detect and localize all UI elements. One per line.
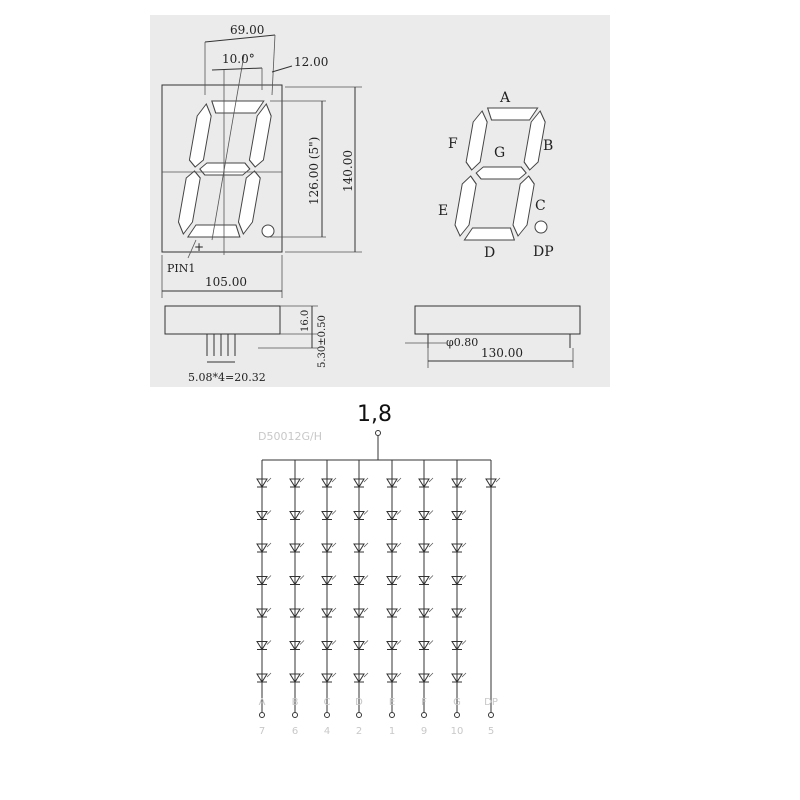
channel-name: E [388,697,396,708]
label-seg-d [464,228,516,240]
led-diode [290,478,304,487]
led-diode [452,511,466,520]
seg-label-a: A [500,90,511,106]
led-diode [290,511,304,520]
channel-pin: 9 [420,726,428,737]
led-diode [257,641,271,650]
led-diode [387,673,401,682]
led-diode [452,478,466,487]
led-diode [322,478,336,487]
led-diode [290,543,304,552]
led-diode [322,543,336,552]
led-diode [354,608,368,617]
led-diode [387,608,401,617]
led-schematic [257,402,500,737]
seg-label-d: D [484,245,496,261]
dim-ext-line [272,35,275,95]
led-diode [452,673,466,682]
seg-label-dp: DP [533,244,554,260]
led-diode [354,641,368,650]
front-seg-d [188,225,242,237]
led-diode [290,641,304,650]
led-diode [354,511,368,520]
side-body-2 [415,306,580,334]
led-diode [387,511,401,520]
channel-terminal [489,713,494,718]
channel-pin: 4 [323,726,331,737]
label-dp-dot [535,221,547,233]
led-diode [257,478,271,487]
dim-digit-height: 126.00 (5") [307,136,321,205]
channel-name: C [323,697,331,708]
pin1-plus: + [194,240,205,254]
led-diode [387,543,401,552]
channel-name: F [421,697,427,708]
front-seg-a [210,101,264,113]
led-diode [354,478,368,487]
led-diode [322,641,336,650]
channel-terminal [455,713,460,718]
channel-pin: 1 [388,726,396,737]
led-diode [419,641,433,650]
channel-pin: 5 [487,726,495,737]
dim-seg-width-leader [272,66,292,72]
led-diode [322,511,336,520]
led-diode [354,576,368,585]
segment-label-view [438,90,554,261]
channel-name: A [258,697,266,708]
led-diode [257,673,271,682]
led-diode [290,608,304,617]
channel-pin: 2 [355,726,363,737]
label-seg-g [475,167,527,179]
led-diode [322,576,336,585]
channel-pin: 6 [291,726,299,737]
led-diode [486,478,500,487]
slant-line [212,55,244,240]
seg-label-b: B [543,138,554,154]
common-pin-label: 1,8 [357,402,392,427]
label-seg-f [465,111,489,170]
dim-side-height: 16.0 [300,309,311,332]
front-seg-c [236,171,261,234]
side-body [165,306,280,334]
dim-angle-line [212,68,262,70]
pin-group [207,334,235,356]
led-diode [419,543,433,552]
channel-terminal [390,713,395,718]
led-diode [354,543,368,552]
part-number: D50012G/H [258,430,322,443]
led-diode [354,673,368,682]
led-diode [257,608,271,617]
dim-body-width: 105.00 [205,275,247,289]
led-diode [387,576,401,585]
label-seg-c [511,176,536,236]
led-diode [387,641,401,650]
dim-pin-diameter: φ0.80 [446,336,479,349]
channel-name: DP [484,697,498,708]
common-terminal [376,431,381,436]
channel-name: D [355,697,363,708]
led-diode [257,543,271,552]
dim-angle: 10.0° [222,52,255,66]
pin1-label: PIN1 [167,262,196,275]
led-diode [419,673,433,682]
led-diode [322,673,336,682]
channel-terminal [325,713,330,718]
dim-side-length: 130.00 [481,346,523,360]
front-dp-dot [262,225,274,237]
label-digit [452,108,547,240]
label-seg-a [486,108,538,120]
front-digit [176,101,274,237]
seg-label-e: E [438,203,449,219]
dim-segment-width: 12.00 [294,55,329,69]
channel-terminal [357,713,362,718]
dim-width-top: 69.00 [230,23,265,37]
front-view [162,23,362,298]
channel-terminal [293,713,298,718]
seg-label-c: C [535,198,546,214]
led-diode [452,576,466,585]
led-diode [290,576,304,585]
label-seg-e [453,176,478,236]
dim-total-height: 140.00 [341,150,355,192]
dim-pin-pitch: 5.08*4=20.32 [188,371,266,384]
led-diode [322,608,336,617]
led-diode [257,511,271,520]
led-diode [419,576,433,585]
led-diode [290,673,304,682]
led-diode [452,608,466,617]
channel-name: G [453,697,461,708]
seg-label-f: F [448,136,458,152]
side-view-length [405,306,580,368]
led-diode [419,511,433,520]
led-diode [452,641,466,650]
channel-terminal [260,713,265,718]
led-diode [387,478,401,487]
led-diode [419,478,433,487]
seg-label-g: G [494,145,506,161]
side-view-pins [165,306,328,384]
led-diode [257,576,271,585]
front-seg-f [188,104,213,167]
channel-pin: 7 [258,726,266,737]
led-diode [452,543,466,552]
dim-pin-length: 5.30±0.50 [317,315,328,368]
channel-pin: 10 [450,726,464,737]
led-diode [419,608,433,617]
channel-terminal [422,713,427,718]
channel-name: B [291,697,299,708]
